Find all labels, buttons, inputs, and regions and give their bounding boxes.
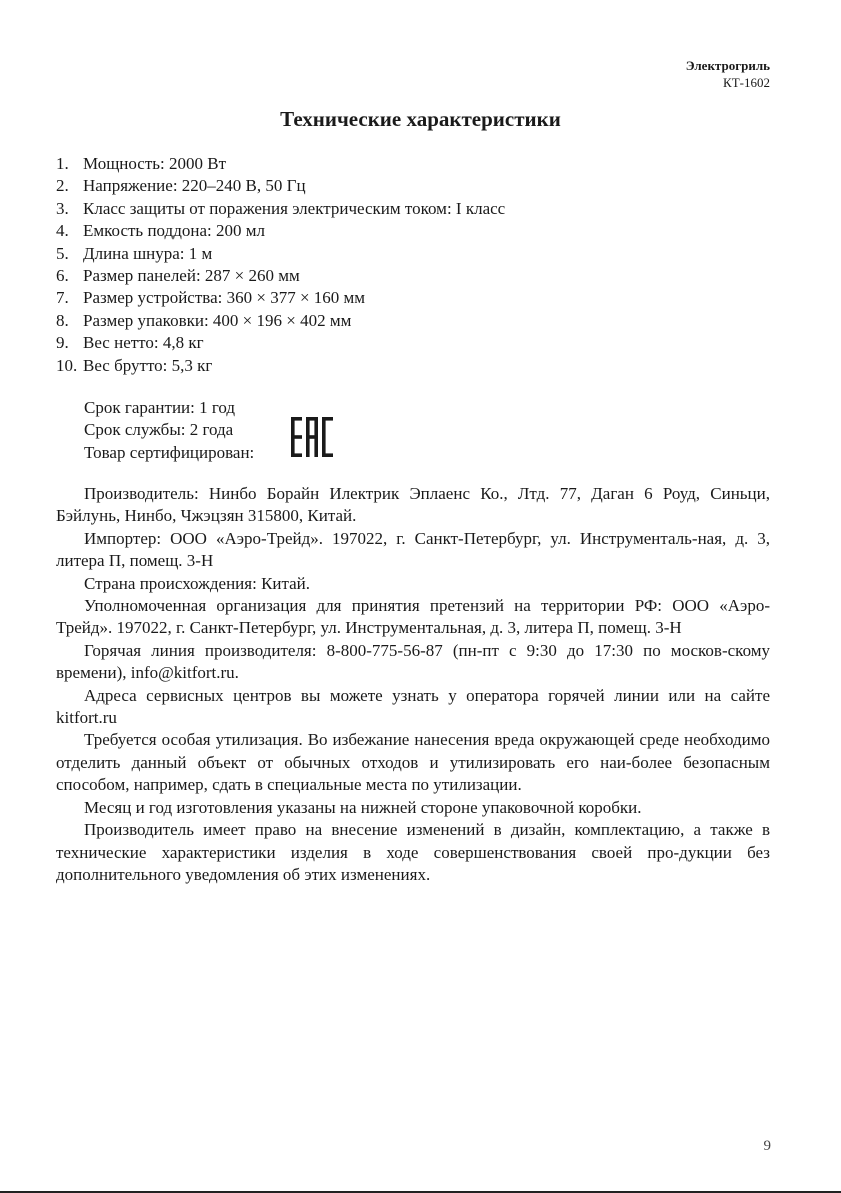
spec-text: Емкость поддона: 200 мл bbox=[83, 221, 265, 241]
spec-number: 9. bbox=[56, 333, 69, 353]
spec-number: 8. bbox=[56, 310, 69, 330]
page-header bbox=[686, 57, 770, 91]
body-text bbox=[56, 483, 770, 886]
changes-notice-paragraph: Производитель имеет право на внесение изменений в дизайн, комплектацию, а также в технические характеристики изделия в ходе совершенствования своей про-дукции без дополнительного уведомления об этих изменениях. bbox=[56, 820, 770, 884]
spec-text: Класс защиты от поражения электрическим током: I класс bbox=[83, 198, 506, 218]
certified-label: Товар сертифицирован: bbox=[84, 442, 255, 462]
hotline-paragraph: Горячая линия производителя: 8-800-775-56-87 (пн-пт с 9:30 до 17:30 по москов-скому времени), info@kitfort.ru. bbox=[56, 640, 770, 683]
spec-number: 7. bbox=[56, 288, 69, 308]
header-product-name: Электрогриль bbox=[685, 58, 770, 73]
spec-item bbox=[56, 243, 771, 265]
spec-text: Мощность: 2000 Вт bbox=[83, 154, 227, 173]
warranty-period: Срок гарантии: 1 год bbox=[84, 398, 236, 417]
claims-organization-paragraph: Уполномоченная организация для принятия претензий на территории РФ: ООО «Аэро-Трейд». 197022, г. Санкт-Петербург, ул. Инструментальная, д. 3, литера П, помещ. 3-Н bbox=[56, 596, 770, 638]
spec-item bbox=[56, 310, 771, 332]
spec-text: Размер упаковки: 400 × 196 × 402 мм bbox=[83, 310, 352, 330]
importer-paragraph: Импортер: ООО «Аэро-Трейд». 197022, г. Санкт-Петербург, ул. Инструменталь-ная, д. 3, литера П, помещ. 3-Н bbox=[56, 528, 770, 571]
spec-item bbox=[56, 287, 771, 309]
spec-item bbox=[56, 355, 771, 377]
spec-list bbox=[56, 153, 771, 377]
spec-item bbox=[56, 198, 771, 220]
spec-number: 1. bbox=[56, 154, 69, 173]
page-number: 9 bbox=[763, 1138, 771, 1154]
spec-text: Вес нетто: 4,8 кг bbox=[83, 333, 204, 353]
spec-number: 6. bbox=[56, 266, 69, 286]
spec-number: 3. bbox=[56, 198, 69, 218]
spec-number: 2. bbox=[56, 176, 69, 196]
disposal-paragraph: Требуется особая утилизация. Во избежание нанесения вреда окружающей среде необходимо отделить данный объект от обычных отходов и утилизировать его наи-более безопасным способом, например, сдать в специальные места по утилизации. bbox=[56, 730, 770, 795]
spec-text: Размер панелей: 287 × 260 мм bbox=[83, 266, 300, 286]
spec-text: Длина шнура: 1 м bbox=[83, 243, 213, 263]
manufacturer-paragraph: Производитель: Нинбо Борайн Илектрик Эплаенс Ко., Лтд. 77, Даган 6 Роуд, Синьци, Бэйлунь, Нинбо, Чжэцзян 315800, Китай. bbox=[56, 484, 770, 526]
eac-logo-icon bbox=[290, 416, 334, 458]
header-model-code: КТ-1602 bbox=[723, 75, 770, 90]
spec-number: 10. bbox=[56, 355, 78, 375]
spec-item bbox=[56, 265, 771, 287]
service-centers-paragraph: Адреса сервисных центров вы можете узнать у оператора горячей линии или на сайте kitfort.ru bbox=[56, 685, 770, 728]
spec-text: Вес брутто: 5,3 кг bbox=[83, 355, 213, 375]
service-life: Срок службы: 2 года bbox=[84, 420, 234, 440]
spec-text: Напряжение: 220–240 В, 50 Гц bbox=[83, 176, 306, 196]
origin-country-paragraph: Страна происхождения: Китай. bbox=[84, 573, 311, 593]
page-title: Технические характеристики bbox=[280, 107, 561, 131]
spec-number: 5. bbox=[56, 243, 69, 263]
spec-text: Размер устройства: 360 × 377 × 160 мм bbox=[83, 288, 366, 308]
manufacture-date-paragraph: Месяц и год изготовления указаны на нижней стороне упаковочной коробки. bbox=[84, 797, 642, 817]
spec-item bbox=[56, 153, 771, 175]
certification-block bbox=[84, 397, 254, 464]
spec-item bbox=[56, 332, 771, 354]
spec-item bbox=[56, 220, 771, 242]
spec-item bbox=[56, 175, 771, 197]
spec-number: 4. bbox=[56, 221, 69, 241]
